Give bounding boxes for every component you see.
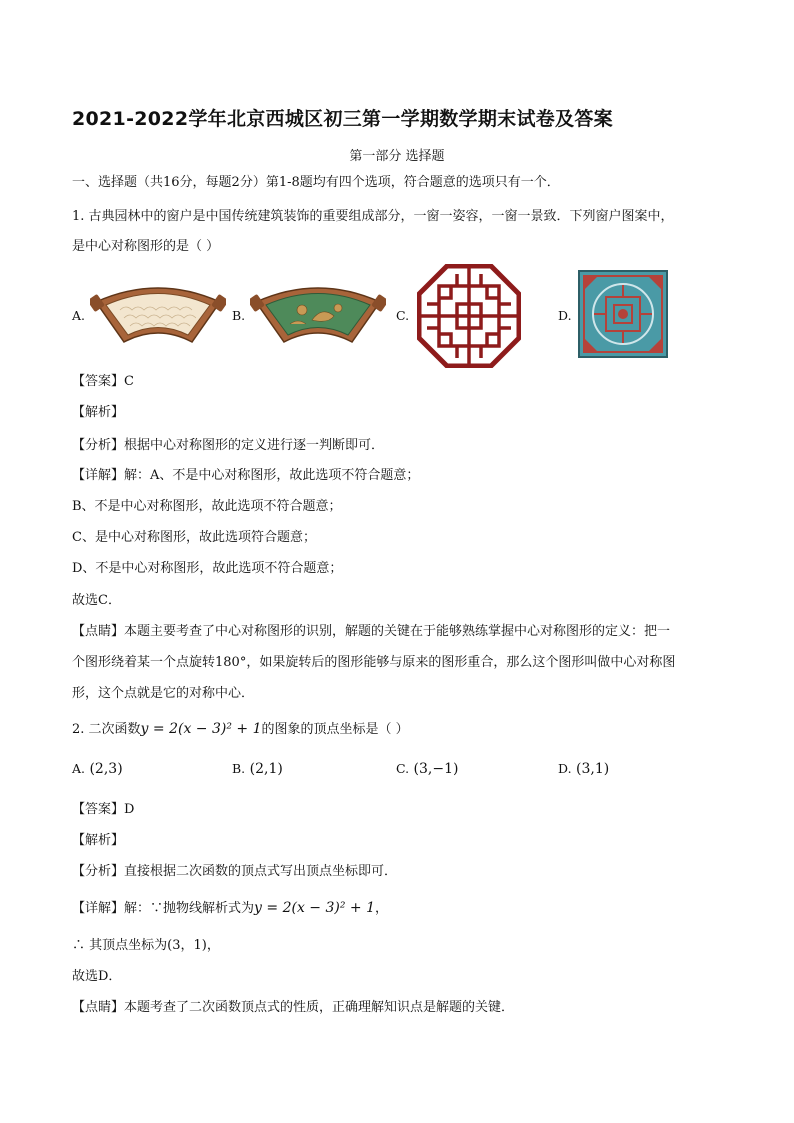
q1-stem-line1: 1. 古典园林中的窗户是中国传统建筑装饰的重要组成部分，一窗一姿容，一窗一景致．下列窗户图案中，	[72, 209, 674, 224]
q1-option-a-label: A.	[72, 308, 86, 323]
xiangjie-tag: 【详解】	[72, 468, 125, 483]
q2-xiangjie-formula: y = 2(x − 3)² + 1	[254, 900, 375, 916]
q1-xiangjie-line-2: B、不是中心对称图形，故此选项不符合题意；	[72, 499, 342, 514]
q1-fenxi	[72, 436, 384, 456]
q2-analysis-tag: 【解析】	[72, 833, 125, 848]
q2-stem-suffix: 的图象的顶点坐标是（ ）	[261, 722, 409, 737]
dianjing-tag: 【点睛】	[72, 624, 125, 639]
q1-answer	[72, 372, 134, 392]
q2-option-c	[396, 761, 458, 777]
q1-conclusion: 故选C．	[72, 593, 121, 608]
q2-option-d-label: D.	[558, 761, 572, 776]
q1-dianjing-line-3: 形，这个点就是它的对称中心．	[72, 686, 255, 701]
q2-option-a-value: (2,3)	[89, 761, 123, 777]
fan-window-b-image	[250, 280, 386, 350]
fenxi-tag: 【分析】	[72, 438, 125, 453]
q1-option-c-label: C.	[396, 308, 410, 323]
part-heading: 第一部分 选择题	[349, 149, 445, 164]
q2-fenxi	[72, 862, 397, 882]
q2-stem	[72, 719, 409, 740]
q2-option-a-label: A.	[72, 761, 86, 776]
q1-analysis-tag: 【解析】	[72, 405, 125, 420]
q2-option-b	[232, 761, 283, 777]
q2-stem-prefix: 2. 二次函数	[72, 722, 141, 737]
q1-dianjing-line-2: 个图形绕着某一个点旋转180°，如果旋转后的图形能够与原来的图形重合，那么这个图形叫做中心对称图	[72, 655, 676, 670]
page-title: 2021-2022学年北京西城区初三第一学期数学期末试卷及答案	[72, 108, 613, 130]
q2-xiangjie	[72, 898, 388, 919]
q2-option-d-value: (3,1)	[576, 761, 610, 777]
q1-option-b-label: B.	[232, 308, 246, 323]
answer-tag: 【答案】	[72, 374, 125, 389]
q1-option-d-label: D.	[558, 308, 572, 323]
fenxi-tag: 【分析】	[72, 864, 125, 879]
q2-conclusion: 故选D．	[72, 969, 122, 984]
q1-dianjing-text-1: 本题主要考查了中心对称图形的识别，解题的关键在于能够熟练掌握中心对称图形的定义：把一	[124, 624, 671, 639]
q2-dianjing-text: 本题考查了二次函数顶点式的性质，正确理解知识点是解题的关键．	[124, 1000, 515, 1015]
dianjing-tag: 【点睛】	[72, 1000, 125, 1015]
q2-stem-formula: y = 2(x − 3)² + 1	[140, 721, 262, 737]
q1-xiangjie	[72, 466, 419, 486]
q2-option-d	[558, 761, 609, 777]
q1-stem-line2: 是中心对称图形的是（ ）	[72, 239, 220, 254]
q1-xiangjie-text-1: 解：A、不是中心对称图形，故此选项不符合题意；	[124, 468, 420, 483]
q1-answer-value: C	[124, 374, 134, 389]
q2-dianjing	[72, 998, 514, 1018]
q2-option-b-label: B.	[232, 761, 246, 776]
q2-option-c-value: (3,−1)	[413, 761, 459, 777]
carved-panel-d-image	[578, 270, 668, 358]
lattice-window-c-image	[417, 264, 521, 368]
answer-tag: 【答案】	[72, 802, 125, 817]
q2-option-b-value: (2,1)	[249, 761, 283, 777]
q2-xiangjie-prefix: 解：∵抛物线解析式为	[124, 901, 255, 916]
section-intro: 一、选择题（共16分，每题2分）第1-8题均有四个选项，符合题意的选项只有一个．	[72, 175, 560, 190]
q2-answer-value: D	[124, 802, 135, 817]
q1-xiangjie-line-3: C、是中心对称图形，故此选项符合题意；	[72, 530, 316, 545]
q2-option-a	[72, 761, 123, 777]
q1-dianjing-line-1	[72, 622, 670, 642]
q1-xiangjie-line-4: D、不是中心对称图形，故此选项不符合题意；	[72, 561, 343, 576]
xiangjie-tag: 【详解】	[72, 901, 125, 916]
q2-vertex-line: ∴ 其顶点坐标为(3，1)，	[72, 938, 220, 953]
q2-answer	[72, 800, 134, 820]
q2-option-c-label: C.	[396, 761, 410, 776]
q2-xiangjie-suffix: ，	[375, 901, 389, 916]
q1-fenxi-text: 根据中心对称图形的定义进行逐一判断即可．	[124, 438, 385, 453]
q2-fenxi-text: 直接根据二次函数的顶点式写出顶点坐标即可．	[124, 864, 398, 879]
fan-window-a-image	[90, 280, 226, 350]
